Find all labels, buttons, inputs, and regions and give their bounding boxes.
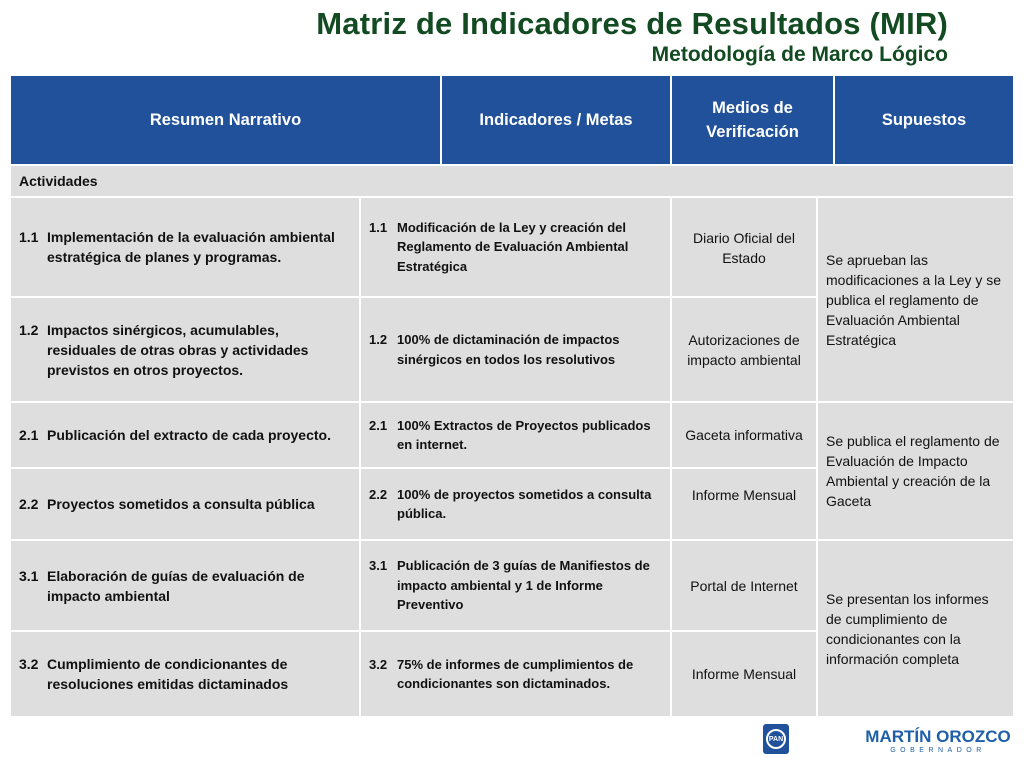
brand-subtitle: GOBERNADOR	[890, 747, 986, 754]
pan-party-logo: PAN	[763, 724, 789, 754]
medio-cell: Informe Mensual	[672, 469, 816, 539]
supuesto-cell: Se aprueban las modificaciones a la Ley y se publica el reglamento de Evaluación Ambiental Estratégica	[818, 198, 1013, 401]
indicador-cell: 1.2 100% de dictaminación de impactos sinérgicos en todos los resolutivos	[361, 298, 670, 401]
medio-cell: Diario Oficial del Estado	[672, 198, 816, 296]
resumen-cell: 2.1 Publicación del extracto de cada proyecto.	[11, 403, 359, 467]
resumen-cell: 3.2 Cumplimiento de condicionantes de resoluciones emitidas dictaminados	[11, 632, 359, 716]
indicador-cell: 3.1 Publicación de 3 guías de Manifiestos de impacto ambiental y 1 de Informe Preventivo	[361, 541, 670, 630]
header-medios-verificacion: Medios de Verificación	[672, 76, 833, 164]
medio-cell: Informe Mensual	[672, 632, 816, 716]
supuesto-cell: Se presentan los informes de cumplimiento de condicionantes con la información completa	[818, 541, 1013, 716]
supuesto-cell: Se publica el reglamento de Evaluación de Impacto Ambiental y creación de la Gaceta	[818, 403, 1013, 539]
resumen-cell: 1.2 Impactos sinérgicos, acumulables, residuales de otras obras y actividades previstos en otros proyectos.	[11, 298, 359, 401]
indicador-cell: 3.2 75% de informes de cumplimientos de condicionantes son dictaminados.	[361, 632, 670, 716]
resumen-cell: 1.1 Implementación de la evaluación ambiental estratégica de planes y programas.	[11, 198, 359, 296]
header-indicadores-metas: Indicadores / Metas	[442, 76, 670, 164]
indicador-cell: 2.1 100% Extractos de Proyectos publicados en internet.	[361, 403, 670, 467]
header-resumen-narrativo: Resumen Narrativo	[11, 76, 440, 164]
page-title: Matriz de Indicadores de Resultados (MIR)	[316, 6, 948, 41]
indicador-cell: 1.1 Modificación de la Ley y creación del Reglamento de Evaluación Ambiental Estratégica	[361, 198, 670, 296]
resumen-cell: 3.1 Elaboración de guías de evaluación de impacto ambiental	[11, 541, 359, 630]
medio-cell: Gaceta informativa	[672, 403, 816, 467]
medio-cell: Portal de Internet	[672, 541, 816, 630]
brand-name: MARTÍN OROZCO	[865, 727, 1011, 746]
section-actividades: Actividades	[11, 166, 1013, 196]
header-supuestos: Supuestos	[835, 76, 1013, 164]
medio-cell: Autorizaciones de impacto ambiental	[672, 298, 816, 401]
resumen-cell: 2.2 Proyectos sometidos a consulta pública	[11, 469, 359, 539]
page-subtitle: Metodología de Marco Lógico	[651, 43, 948, 66]
indicador-cell: 2.2 100% de proyectos sometidos a consulta pública.	[361, 469, 670, 539]
